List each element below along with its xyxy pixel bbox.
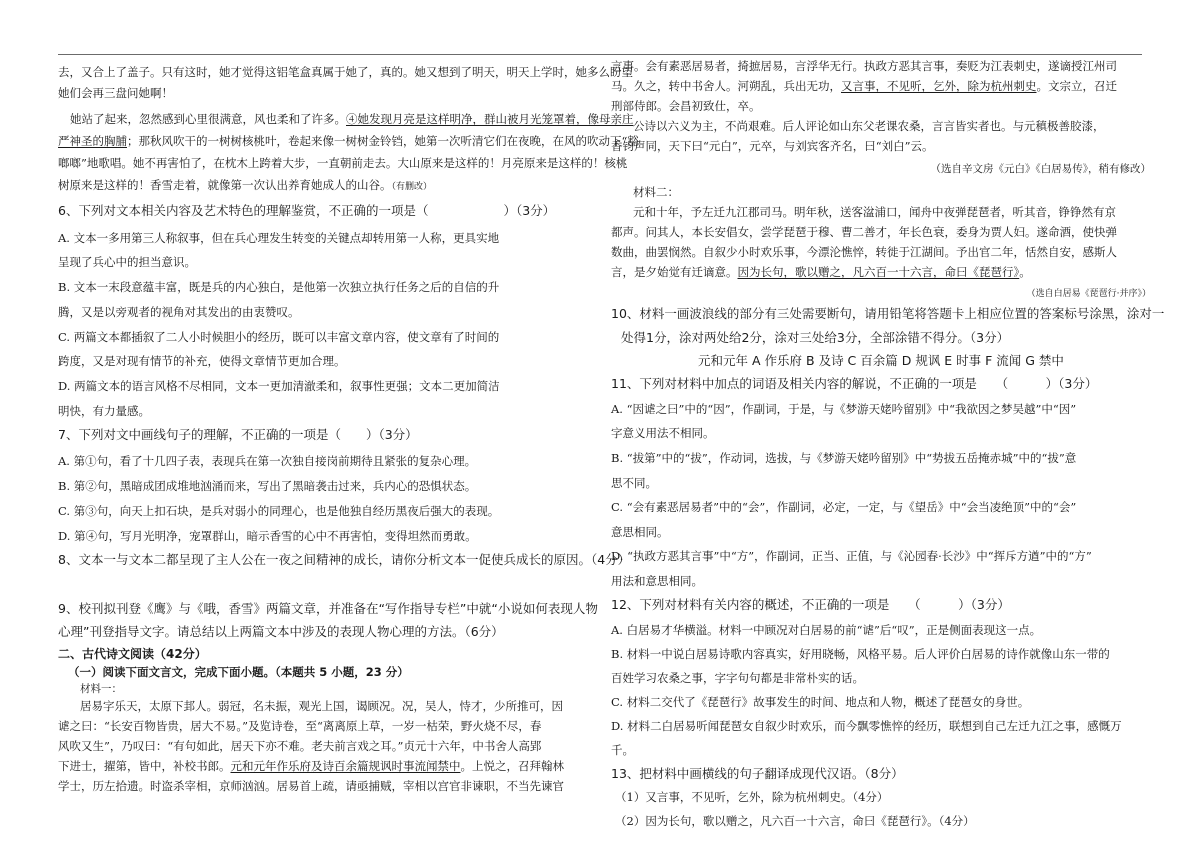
right-line: A. “因谑之曰”中的“因”，作副词，于是，与《梦游天姥吟留别》中“我欲因之梦吴越”中“因” bbox=[611, 402, 1077, 416]
underlined-segment: 因为长句，歌以赠之，凡六百一十六言，命曰《琵琶行》 bbox=[737, 265, 1020, 279]
text-segment: 她站了起来，忽然感到心里很满意，风也柔和了许多。 bbox=[70, 112, 346, 126]
left-line: 腾，又是以旁观者的视角对其发出的由衷赞叹。 bbox=[58, 305, 300, 319]
left-line: 去，又合上了盖子。只有这时，她才觉得这铝笔盒真属于她了，真的。她又想到了明天，明天上学时，她多么盼望 bbox=[58, 65, 633, 79]
text-segment: 言，是夕始觉有迁谪意。 bbox=[611, 265, 738, 279]
right-line: 10、材料一画波浪线的部分有三处需要断句，请用铅笔将答题卡上相应位置的答案标号涂黑，涂对一 bbox=[611, 306, 1165, 321]
left-line: 她们会再三盘问她啊！ bbox=[58, 86, 173, 100]
left-line: 二、古代诗文阅读（42分） bbox=[58, 647, 207, 661]
text-segment: 。文宗立，召迁 bbox=[1036, 79, 1117, 93]
left-line: C. 第③句，向天上扣石块，是兵对弱小的同理心，也是他独自经历黑夜后强大的表现。 bbox=[58, 504, 500, 518]
left-line bbox=[58, 133, 639, 149]
left-line: 学士，历左拾遗。时盗杀宰相，京师汹汹。居易首上疏，请亟捕贼，宰相以宫官非谏职，不当先谏官 bbox=[58, 779, 564, 793]
left-line: B. 第②句，黑暗成团成堆地汹涌而来，写出了黑暗袭击过来，兵内心的恐惧状态。 bbox=[58, 479, 477, 493]
right-line bbox=[611, 78, 1117, 94]
right-line: 用法和意思相同。 bbox=[611, 574, 703, 588]
left-line: 心理”刊登指导文字。请总结以上两篇文本中涉及的表现人物心理的方法。（6分） bbox=[58, 624, 504, 639]
text-segment: 。上悦之，召拜翰林 bbox=[460, 759, 564, 773]
right-line: 百姓学习农桑之事，字字句句都是非常朴实的话。 bbox=[611, 671, 864, 685]
right-line: B. “拔第”中的“拔”，作动词，选拔，与《梦游天姥吟留别》中“势拔五岳掩赤城”中的“拔”意 bbox=[611, 451, 1077, 465]
right-line: 元和十年，予左迁九江郡司马。明年秋，送客湓浦口，闻舟中夜弹琵琶者，听其音，铮铮然有京 bbox=[633, 205, 1116, 219]
text-segment: 马。久之，转中书舍人。河朔乱，兵出无功， bbox=[611, 79, 841, 93]
right-line: 材料二： bbox=[633, 185, 679, 199]
left-line: D. 两篇文本的语言风格不尽相同，文本一更加清澈柔和，叙事性更强；文本二更加简洁 bbox=[58, 379, 500, 393]
left-line: 啷啷”地歌唱。她不再害怕了，在枕木上跨着大步，一直朝前走去。大山原来是这样的！月亮原来是这样的！核桃 bbox=[58, 156, 628, 170]
right-line: （选自白居易《琵琶行·并序》） bbox=[1026, 289, 1151, 299]
right-line: 言事。会有素恶居易者，掎摭居易，言浮华无行。执政方恶其言事，奏贬为江表刺史，遂谪授江州司 bbox=[611, 59, 1117, 73]
right-line: 意思相同。 bbox=[611, 525, 669, 539]
left-line: 8、文本一与文本二都呈现了主人公在一夜之间精神的成长，请你分析文本一促使兵成长的原因。（4分） bbox=[58, 552, 631, 567]
right-line: 公诗以六义为主，不尚艰难。后人评论如山东父老课农桑，言言皆实者也。与元稹极善胶漆， bbox=[633, 119, 1105, 133]
underlined-segment: 又言事，不见听，乞外，除为杭州刺史 bbox=[841, 79, 1037, 93]
left-line: 7、下列对文中画线句子的理解，不正确的一项是（ ）（3分） bbox=[58, 427, 418, 442]
right-line: D. “执政方恶其言事”中“方”，作副词，正当、正值，与《沁园春·长沙》中“挥斥方遒”中的“方” bbox=[611, 549, 1092, 563]
underlined-segment: 严神圣的胸脯 bbox=[58, 134, 127, 148]
left-line: B. 文本一末段意蕴丰富，既是兵的内心独白，是他第一次独立执行任务之后的自信的升 bbox=[58, 280, 500, 294]
right-line: 千。 bbox=[611, 743, 634, 757]
right-line: 字意义用法不相同。 bbox=[611, 426, 715, 440]
left-line: 跨度，又是对现有情节的补充，使得文章情节更加合理。 bbox=[58, 354, 346, 368]
underlined-segment: 元和元年作乐府及诗百余篇规讽时事流闻禁中 bbox=[230, 759, 461, 773]
left-line bbox=[58, 177, 432, 195]
right-line: 11、下列对材料中加点的词语及相关内容的解说，不正确的一项是 （ ）（3分） bbox=[611, 376, 1098, 391]
right-line: C. “会有素恶居易者”中的“会”，作副词，必定，一定，与《望岳》中“会当凌绝顶”中的“会” bbox=[611, 500, 1077, 514]
left-line: 呈现了兵心中的担当意识。 bbox=[58, 255, 196, 269]
left-line: D. 第④句，写月光明净，宠罩群山，暗示香雪的心中不再害怕，变得坦然而勇敢。 bbox=[58, 529, 477, 543]
right-line: C. 材料二交代了《琵琶行》故事发生的时间、地点和人物，概述了琵琶女的身世。 bbox=[611, 695, 1030, 709]
right-line: （1）又言事，不见听，乞外，除为杭州刺史。（4分） bbox=[615, 790, 889, 804]
text-segment: （有删改） bbox=[391, 182, 433, 192]
right-line: 处得1分，涂对两处给2分，涂对三处给3分，全部涂错不得分。（3分） bbox=[621, 330, 1010, 345]
left-line: 谑之曰：“长安百物皆贵，居大不易。”及览诗卷，至“离离原上草，一岁一枯荣，野火烧不尽，春 bbox=[58, 719, 542, 733]
right-line: 都声。问其人，本长安倡女，尝学琵琶于穆、曹二善才，年长色衰，委身为贾人妇。遂命酒，使快弹 bbox=[611, 225, 1117, 239]
right-line: 刑部侍郎。会昌初致仕，卒。 bbox=[611, 99, 761, 113]
left-line: 6、下列对文本相关内容及艺术特色的理解鉴赏，不正确的一项是（ ）（3分） bbox=[58, 203, 556, 218]
left-line: 居易字乐天，太原下邽人。弱冠，名未振，观光上国，谒顾况。况，吴人，恃才，少所推可，因 bbox=[80, 699, 563, 713]
right-line: 元和元年 A 作乐府 B 及诗 C 百余篇 D 规讽 E 时事 F 流闻 G 禁中 bbox=[698, 353, 1064, 368]
right-line: 思不同。 bbox=[611, 476, 657, 490]
left-line: 材料一： bbox=[80, 683, 122, 695]
right-line: 12、下列对材料有关内容的概述，不正确的一项是 （ ）（3分） bbox=[611, 597, 1010, 612]
right-line bbox=[611, 264, 1031, 280]
left-line bbox=[58, 758, 564, 774]
left-line: （一）阅读下面文言文，完成下面小题。（本题共 5 小题，23 分） bbox=[68, 665, 409, 679]
right-line: 13、把材料中画横线的句子翻译成现代汉语。（8分） bbox=[611, 766, 904, 781]
right-line: （2）因为长句，歌以赠之，凡六百一十六言，命曰《琵琶行》。（4分） bbox=[615, 814, 975, 828]
left-line bbox=[70, 111, 634, 127]
right-line: B. 材料一中说白居易诗歌内容真实，好用晓畅，风格平易。后人评价白居易的诗作就像山东一带的 bbox=[611, 647, 1110, 661]
text-segment: ；那秋风吹干的一树树核桃叶，卷起来像一树树金铃铛，她第一次听清它们在夜晚，在风的吹动下“豁 bbox=[127, 134, 639, 148]
left-line: 9、校刊拟刊登《鹰》与《哦，香雪》两篇文章，并准备在“写作指导专栏”中就“小说如何表现人物 bbox=[58, 601, 598, 616]
right-line: 数曲，曲罢悯然。自叙少小时欢乐事，今漂沦憔悴，转徙于江湖间。予出官二年，恬然自安，感斯人 bbox=[611, 245, 1117, 259]
right-line: D. 材料二白居易听闻琵琶女自叙少时欢乐，而今飘零憔悴的经历，联想到自己左迁九江之事，感慨万 bbox=[611, 719, 1122, 733]
header-rule bbox=[58, 54, 1142, 55]
underlined-segment: ④她发现月亮是这样明净，群山被月光笼罩着，像母亲庄 bbox=[346, 112, 634, 126]
left-line: A. 文本一多用第三人称叙事，但在兵心理发生转变的关键点却转用第一人称，更具实地 bbox=[58, 231, 500, 245]
text-segment: 树原来是这样的！香雪走着，就像第一次认出养育她成人的山谷。 bbox=[58, 178, 392, 192]
right-line: （选自辛文房《元白》《白居易传》，稍有修改） bbox=[930, 163, 1151, 175]
right-line: A. 白居易才华横溢。材料一中顾况对白居易的前“谑”后“叹”，正是侧面表现这一点。 bbox=[611, 623, 1042, 637]
left-line: 风吹又生”，乃叹曰：“有句如此，居天下亦不难。老夫前言戏之耳。”贞元十六年，中书舍人高郢 bbox=[58, 739, 542, 753]
left-line: C. 两篇文本都插叙了二人小时候胆小的经历，既可以丰富文章内容，使文章有了时间的 bbox=[58, 330, 500, 344]
left-line: 明快，有力量感。 bbox=[58, 404, 150, 418]
right-line: 香钧声同，天下曰“元白”，元卒，与刘宾客齐名，曰“刘白”云。 bbox=[611, 139, 934, 153]
left-line: A. 第①句，看了十几四子表，表现兵在第一次独自接岗前期待且紧张的复杂心理。 bbox=[58, 454, 477, 468]
text-segment: 。 bbox=[1019, 265, 1031, 279]
text-segment: 下进士，擢第，皆中，补校书郎。 bbox=[58, 759, 231, 773]
